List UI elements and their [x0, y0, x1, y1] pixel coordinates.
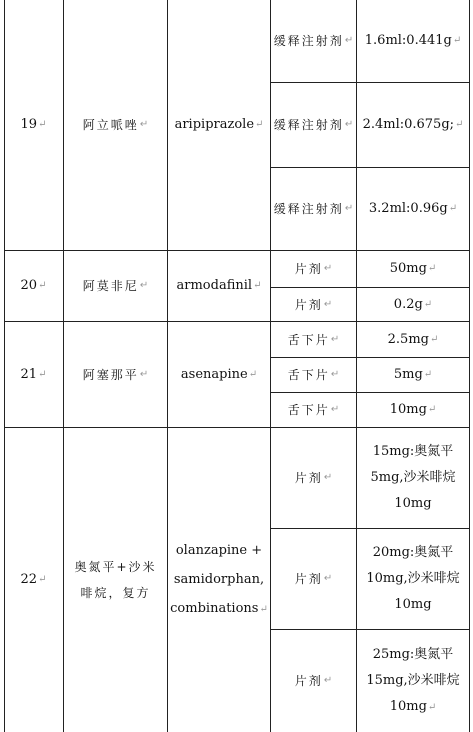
specification-line: 10mg: [394, 496, 432, 511]
row-number: [4, 251, 63, 321]
drug-name-cn: [64, 0, 167, 250]
specification-text: 50mg: [389, 261, 427, 276]
row-number: [4, 0, 63, 250]
specification: [357, 0, 469, 82]
dosage-form-text: 片剂: [294, 674, 323, 688]
specification-line-text: 10mg: [389, 698, 427, 714]
dosage-form: [271, 322, 356, 357]
specification: [357, 529, 469, 629]
paragraph-mark: ↵: [253, 280, 262, 291]
drug-name-en: [168, 428, 270, 732]
paragraph-mark: ↵: [38, 574, 47, 585]
paragraph-mark: ↵: [323, 298, 333, 310]
paragraph-mark: ↵: [427, 404, 437, 415]
specification-line: 10mg,沙米啡烷: [366, 571, 460, 586]
drug-name-cn: [64, 428, 167, 732]
drug-name-cn: [64, 322, 167, 427]
dosage-form-text: 片剂: [294, 572, 323, 586]
paragraph-mark: ↵: [344, 35, 354, 46]
specification: [357, 168, 469, 250]
specification-text: 0.2g: [393, 296, 423, 312]
paragraph-mark: ↵: [344, 119, 354, 130]
paragraph-mark: ↵: [259, 604, 268, 615]
row-number-text: 21: [20, 366, 38, 382]
specification: [357, 288, 469, 321]
drug-name-en-text: aripiprazole: [174, 117, 255, 132]
specification: [357, 358, 469, 392]
drug-name-cn-line: 啡烷，复方: [80, 586, 151, 600]
paragraph-mark: ↵: [423, 298, 433, 310]
row-number-text: 22: [20, 572, 38, 587]
paragraph-mark: ↵: [330, 333, 340, 345]
paragraph-mark: ↵: [423, 369, 433, 380]
paragraph-mark: ↵: [344, 203, 354, 214]
drug-name-cn-text: 阿莫非尼: [82, 279, 139, 293]
dosage-form: [271, 358, 356, 392]
drug-name-en-line: samidorphan,: [173, 572, 265, 587]
dosage-form-text: 片剂: [294, 471, 323, 485]
specification-line: [390, 694, 437, 721]
specification-line: 25mg:奥氮平: [372, 646, 454, 662]
paragraph-mark: ↵: [427, 263, 437, 274]
specification-text: 2.4ml:0.675g;: [362, 117, 455, 132]
paragraph-mark: ↵: [248, 368, 258, 380]
dosage-form-text: 缓释注射剂: [273, 118, 344, 132]
specification: [357, 393, 469, 427]
dosage-form: [271, 251, 356, 287]
dosage-form-text: 片剂: [294, 262, 323, 276]
specification: [357, 428, 469, 528]
paragraph-mark: ↵: [38, 368, 47, 380]
specification-text: 10mg: [389, 402, 427, 417]
dosage-form-text: 舌下片: [287, 368, 330, 382]
dosage-form: [271, 288, 356, 321]
dosage-form: [271, 630, 356, 732]
dosage-form: [271, 168, 356, 250]
paragraph-mark: ↵: [427, 701, 437, 713]
paragraph-mark: ↵: [455, 119, 464, 130]
paragraph-mark: ↵: [448, 203, 458, 214]
dosage-form: [271, 83, 356, 167]
specification-line: 15mg:奥氮平: [372, 444, 454, 459]
paragraph-mark: ↵: [139, 280, 149, 291]
drug-name-en-line: olanzapine +: [175, 543, 263, 558]
paragraph-mark: ↵: [323, 472, 333, 483]
drug-name-cn: [64, 251, 167, 321]
specification-line: 10mg: [394, 597, 432, 612]
drug-name-en-text: asenapine: [180, 366, 248, 382]
paragraph-mark: ↵: [255, 119, 264, 130]
specification-text: 1.6ml:0.441g: [364, 33, 452, 48]
row-number: [4, 322, 63, 427]
paragraph-mark: ↵: [323, 675, 333, 686]
specification-text: 5mg: [393, 367, 423, 382]
dosage-form-text: 缓释注射剂: [273, 34, 344, 48]
drug-name-cn-text: 阿塞那平: [82, 367, 139, 382]
paragraph-mark: ↵: [330, 404, 340, 415]
drug-name-en-line-text: combinations: [170, 601, 259, 616]
dosage-form: [271, 393, 356, 427]
dosage-form: [271, 529, 356, 629]
paragraph-mark: ↵: [323, 263, 333, 274]
drug-name-en-line: [170, 594, 268, 624]
row-number-text: 20: [20, 278, 38, 293]
dosage-form-text: 缓释注射剂: [273, 202, 344, 216]
paragraph-mark: ↵: [38, 119, 47, 130]
specification-line: 5mg,沙米啡烷: [370, 470, 456, 485]
paragraph-mark: ↵: [429, 333, 439, 345]
specification-line: 15mg,沙米啡烷: [366, 672, 460, 688]
dosage-form-text: 舌下片: [287, 332, 330, 347]
specification-line: 20mg:奥氮平: [372, 545, 454, 560]
dosage-form: [271, 0, 356, 82]
table-border-right: [469, 0, 470, 732]
drug-name-en: [168, 322, 270, 427]
row-number-text: 19: [20, 117, 38, 132]
drug-name-cn-line: 奥氮平+沙米: [74, 560, 157, 574]
specification: [357, 630, 469, 732]
specification: [357, 83, 469, 167]
drug-name-en: [168, 0, 270, 250]
row-number: [4, 428, 63, 732]
drug-name-en: [168, 251, 270, 321]
drug-name-en-text: armodafinil: [176, 278, 253, 293]
specification-text: 3.2ml:0.96g: [368, 201, 448, 216]
paragraph-mark: ↵: [330, 369, 340, 380]
dosage-form-text: 片剂: [294, 297, 323, 312]
paragraph-mark: ↵: [139, 368, 149, 380]
paragraph-mark: ↵: [323, 573, 333, 584]
specification-text: 2.5mg: [387, 331, 429, 347]
dosage-form: [271, 428, 356, 528]
paragraph-mark: ↵: [139, 119, 149, 130]
specification: [357, 251, 469, 287]
paragraph-mark: ↵: [452, 35, 462, 46]
specification: [357, 322, 469, 357]
paragraph-mark: ↵: [38, 280, 47, 291]
dosage-form-text: 舌下片: [287, 403, 330, 417]
drug-name-cn-text: 阿立哌唑: [82, 118, 139, 132]
